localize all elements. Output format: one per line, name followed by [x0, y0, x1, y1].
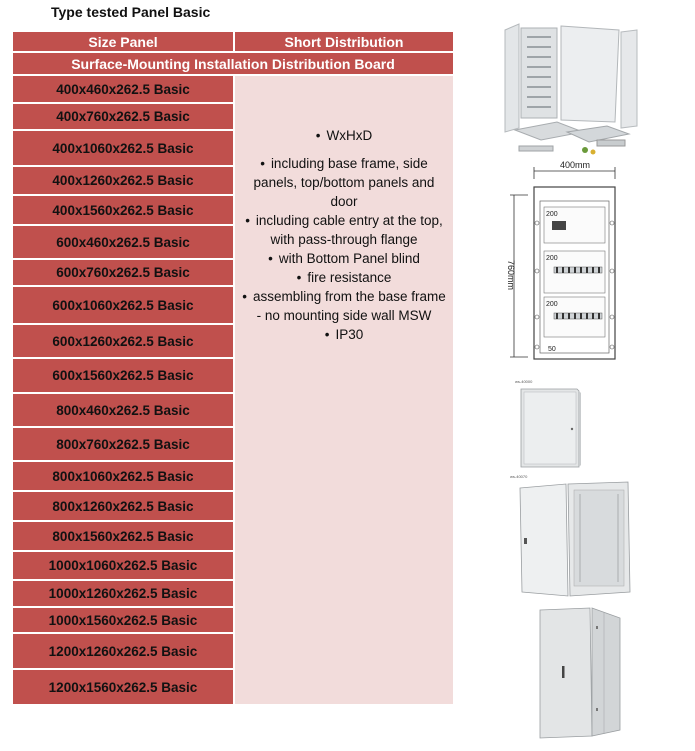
- description-item: • with Bottom Panel blind: [268, 251, 420, 266]
- size-row: 400x1060x262.5 Basic: [13, 131, 233, 165]
- height-label: 760mm: [506, 259, 516, 291]
- floor-cabinet-photo: [532, 604, 628, 742]
- row-label: 200: [546, 211, 558, 218]
- size-row: 600x760x262.5 Basic: [13, 260, 233, 285]
- description-item: • assembling from the base frame - no mounting side wall MSW: [242, 289, 446, 323]
- row-label: 200: [546, 255, 558, 262]
- document-title: Type tested Panel Basic: [51, 4, 211, 20]
- size-row: 1200x1260x262.5 Basic: [13, 634, 233, 668]
- size-row: 800x1560x262.5 Basic: [13, 522, 233, 550]
- size-row: 400x760x262.5 Basic: [13, 104, 233, 129]
- size-row: 600x460x262.5 Basic: [13, 226, 233, 258]
- size-row: 400x1260x262.5 Basic: [13, 167, 233, 194]
- description-cell: [235, 76, 453, 704]
- row-label: 200: [546, 301, 558, 308]
- size-row: 1000x1560x262.5 Basic: [13, 608, 233, 632]
- size-row: 400x1560x262.5 Basic: [13, 196, 233, 224]
- closed-cabinet-photo: [515, 377, 585, 469]
- width-label: 400mm: [559, 160, 591, 170]
- size-row: 800x1060x262.5 Basic: [13, 462, 233, 490]
- header-short-distribution: Short Distribution: [235, 32, 453, 51]
- kit-parts-photo: [497, 22, 647, 160]
- description-item: • including base frame, side panels, top/bottom panels and door: [253, 156, 435, 209]
- size-row: 600x1060x262.5 Basic: [13, 287, 233, 323]
- header-size-panel: Size Panel: [13, 32, 233, 51]
- open-cabinet-photo: [510, 472, 635, 602]
- photo-label: ws-40070: [510, 474, 528, 479]
- size-row: 800x1260x262.5 Basic: [13, 492, 233, 520]
- photo-label: ws-40000: [515, 379, 533, 384]
- description-item: • fire resistance: [296, 270, 392, 285]
- size-row: 1000x1260x262.5 Basic: [13, 581, 233, 606]
- size-row: 400x460x262.5 Basic: [13, 76, 233, 102]
- size-row: 600x1260x262.5 Basic: [13, 325, 233, 357]
- bottom-label: 50: [548, 346, 556, 353]
- size-row: 800x460x262.5 Basic: [13, 394, 233, 426]
- size-row: 600x1560x262.5 Basic: [13, 359, 233, 392]
- section-title: Surface-Mounting Installation Distribution Board: [13, 53, 453, 74]
- size-row: 1200x1560x262.5 Basic: [13, 670, 233, 704]
- size-row: 800x760x262.5 Basic: [13, 428, 233, 460]
- description-item: • WxHxD: [315, 128, 373, 143]
- description-item: • IP30: [324, 327, 364, 342]
- size-row: 1000x1060x262.5 Basic: [13, 552, 233, 579]
- description-list: [235, 126, 453, 344]
- technical-drawing: [498, 157, 628, 365]
- description-item: • including cable entry at the top, with pass-through flange: [245, 213, 443, 247]
